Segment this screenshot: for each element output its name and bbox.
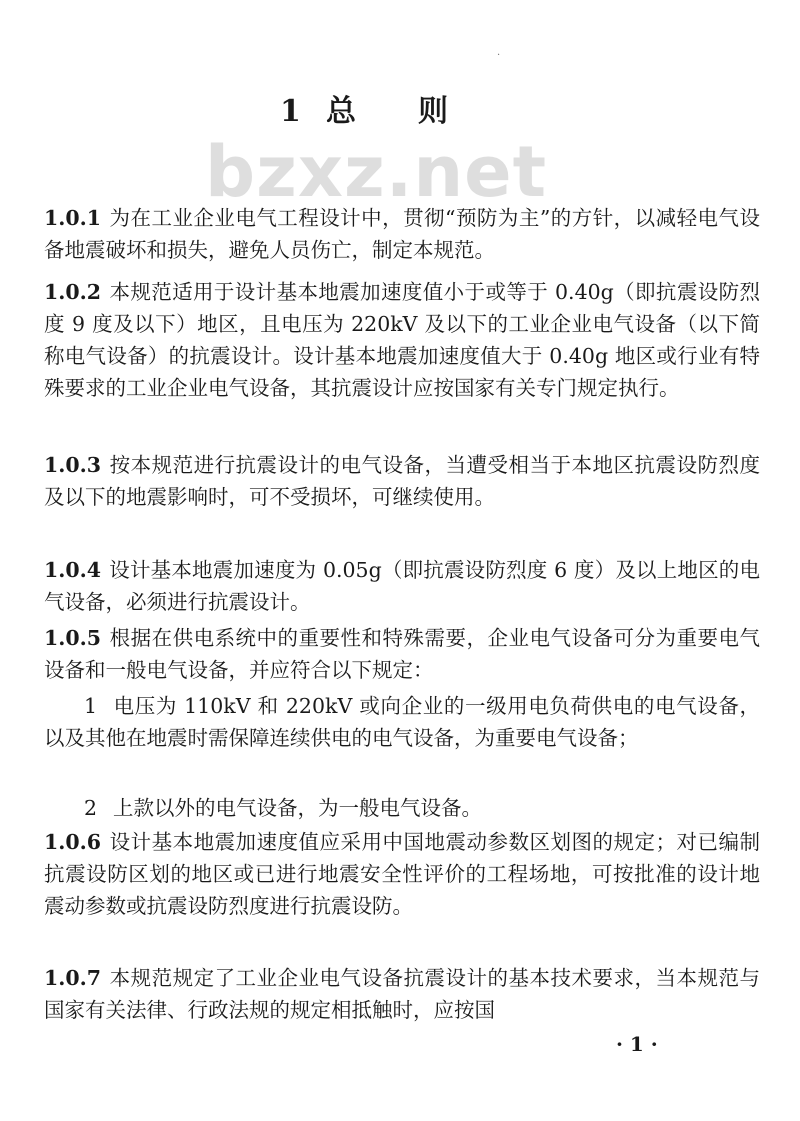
page-number: · 1 · bbox=[616, 1032, 658, 1056]
clause-text: 本规范规定了工业企业电气设备抗震设计的基本技术要求，当本规范与国家有关法律、行政法规的规定相抵触时，应按国 bbox=[44, 966, 760, 1022]
clause-text: 设计基本地震加速度值应采用中国地震动参数区划图的规定；对已编制抗震设防区划的地区或已进行地震安全性评价的工程场地，可按批准的设计地震动参数或抗震设防烈度进行抗震设防。 bbox=[44, 830, 760, 918]
clause-number: 1.0.7 bbox=[44, 966, 102, 990]
item-text: 电压为 110kV 和 220kV 或向企业的一级用电负荷供电的电气设备，以及其他在地震时需保障连续供电的电气设备，为重要电气设备； bbox=[44, 694, 760, 750]
item-number: 1 bbox=[84, 694, 98, 718]
clause-text: 为在工业企业电气工程设计中，贯彻“预防为主”的方针，以减轻电气设备地震破坏和损失，避免人员伤亡，制定本规范。 bbox=[44, 206, 760, 262]
clause-number: 1.0.2 bbox=[44, 280, 102, 304]
clause-1-0-1 bbox=[44, 202, 760, 266]
item-number: 2 bbox=[84, 796, 98, 820]
clause-number: 1.0.1 bbox=[44, 206, 102, 230]
clause-number: 1.0.5 bbox=[44, 626, 102, 650]
clause-1-0-2 bbox=[44, 276, 760, 404]
chapter-title-part-2: 则 bbox=[418, 94, 448, 129]
clause-1-0-4 bbox=[44, 554, 760, 618]
clause-1-0-6 bbox=[44, 826, 760, 922]
clause-text: 设计基本地震加速度为 0.05g（即抗震设防烈度 6 度）及以上地区的电气设备，必须进行抗震设计。 bbox=[44, 558, 760, 614]
chapter-title-part-1: 总 bbox=[326, 94, 356, 129]
chapter-title bbox=[0, 92, 800, 132]
clause-1-0-5-item-1 bbox=[44, 690, 760, 754]
clause-text: 本规范适用于设计基本地震加速度值小于或等于 0.40g（即抗震设防烈度 9 度及以下）地区，且电压为 220kV 及以下的工业企业电气设备（以下简称电气设备）的抗震设计。设计基本地震加速度值大于 0.40g 地区或行业有特殊要求的工业企业电气设备，其抗震设计应按国家有关专门规定执行。 bbox=[44, 280, 760, 400]
chapter-number: 1 bbox=[280, 94, 301, 129]
clause-number: 1.0.6 bbox=[44, 830, 102, 854]
clause-number: 1.0.4 bbox=[44, 558, 102, 582]
clause-1-0-5 bbox=[44, 622, 760, 686]
clause-number: 1.0.3 bbox=[44, 453, 102, 477]
clause-1-0-5-item-2 bbox=[44, 792, 760, 824]
scan-mark: · bbox=[497, 50, 501, 61]
clause-1-0-7 bbox=[44, 962, 760, 1026]
watermark: bzxz.net bbox=[205, 131, 548, 213]
clause-1-0-3 bbox=[44, 449, 760, 513]
item-text: 上款以外的电气设备，为一般电气设备。 bbox=[113, 796, 483, 820]
clause-text: 按本规范进行抗震设计的电气设备，当遭受相当于本地区抗震设防烈度及以下的地震影响时，可不受损坏，可继续使用。 bbox=[44, 453, 760, 509]
clause-text: 根据在供电系统中的重要性和特殊需要，企业电气设备可分为重要电气设备和一般电气设备，并应符合以下规定： bbox=[44, 626, 760, 682]
